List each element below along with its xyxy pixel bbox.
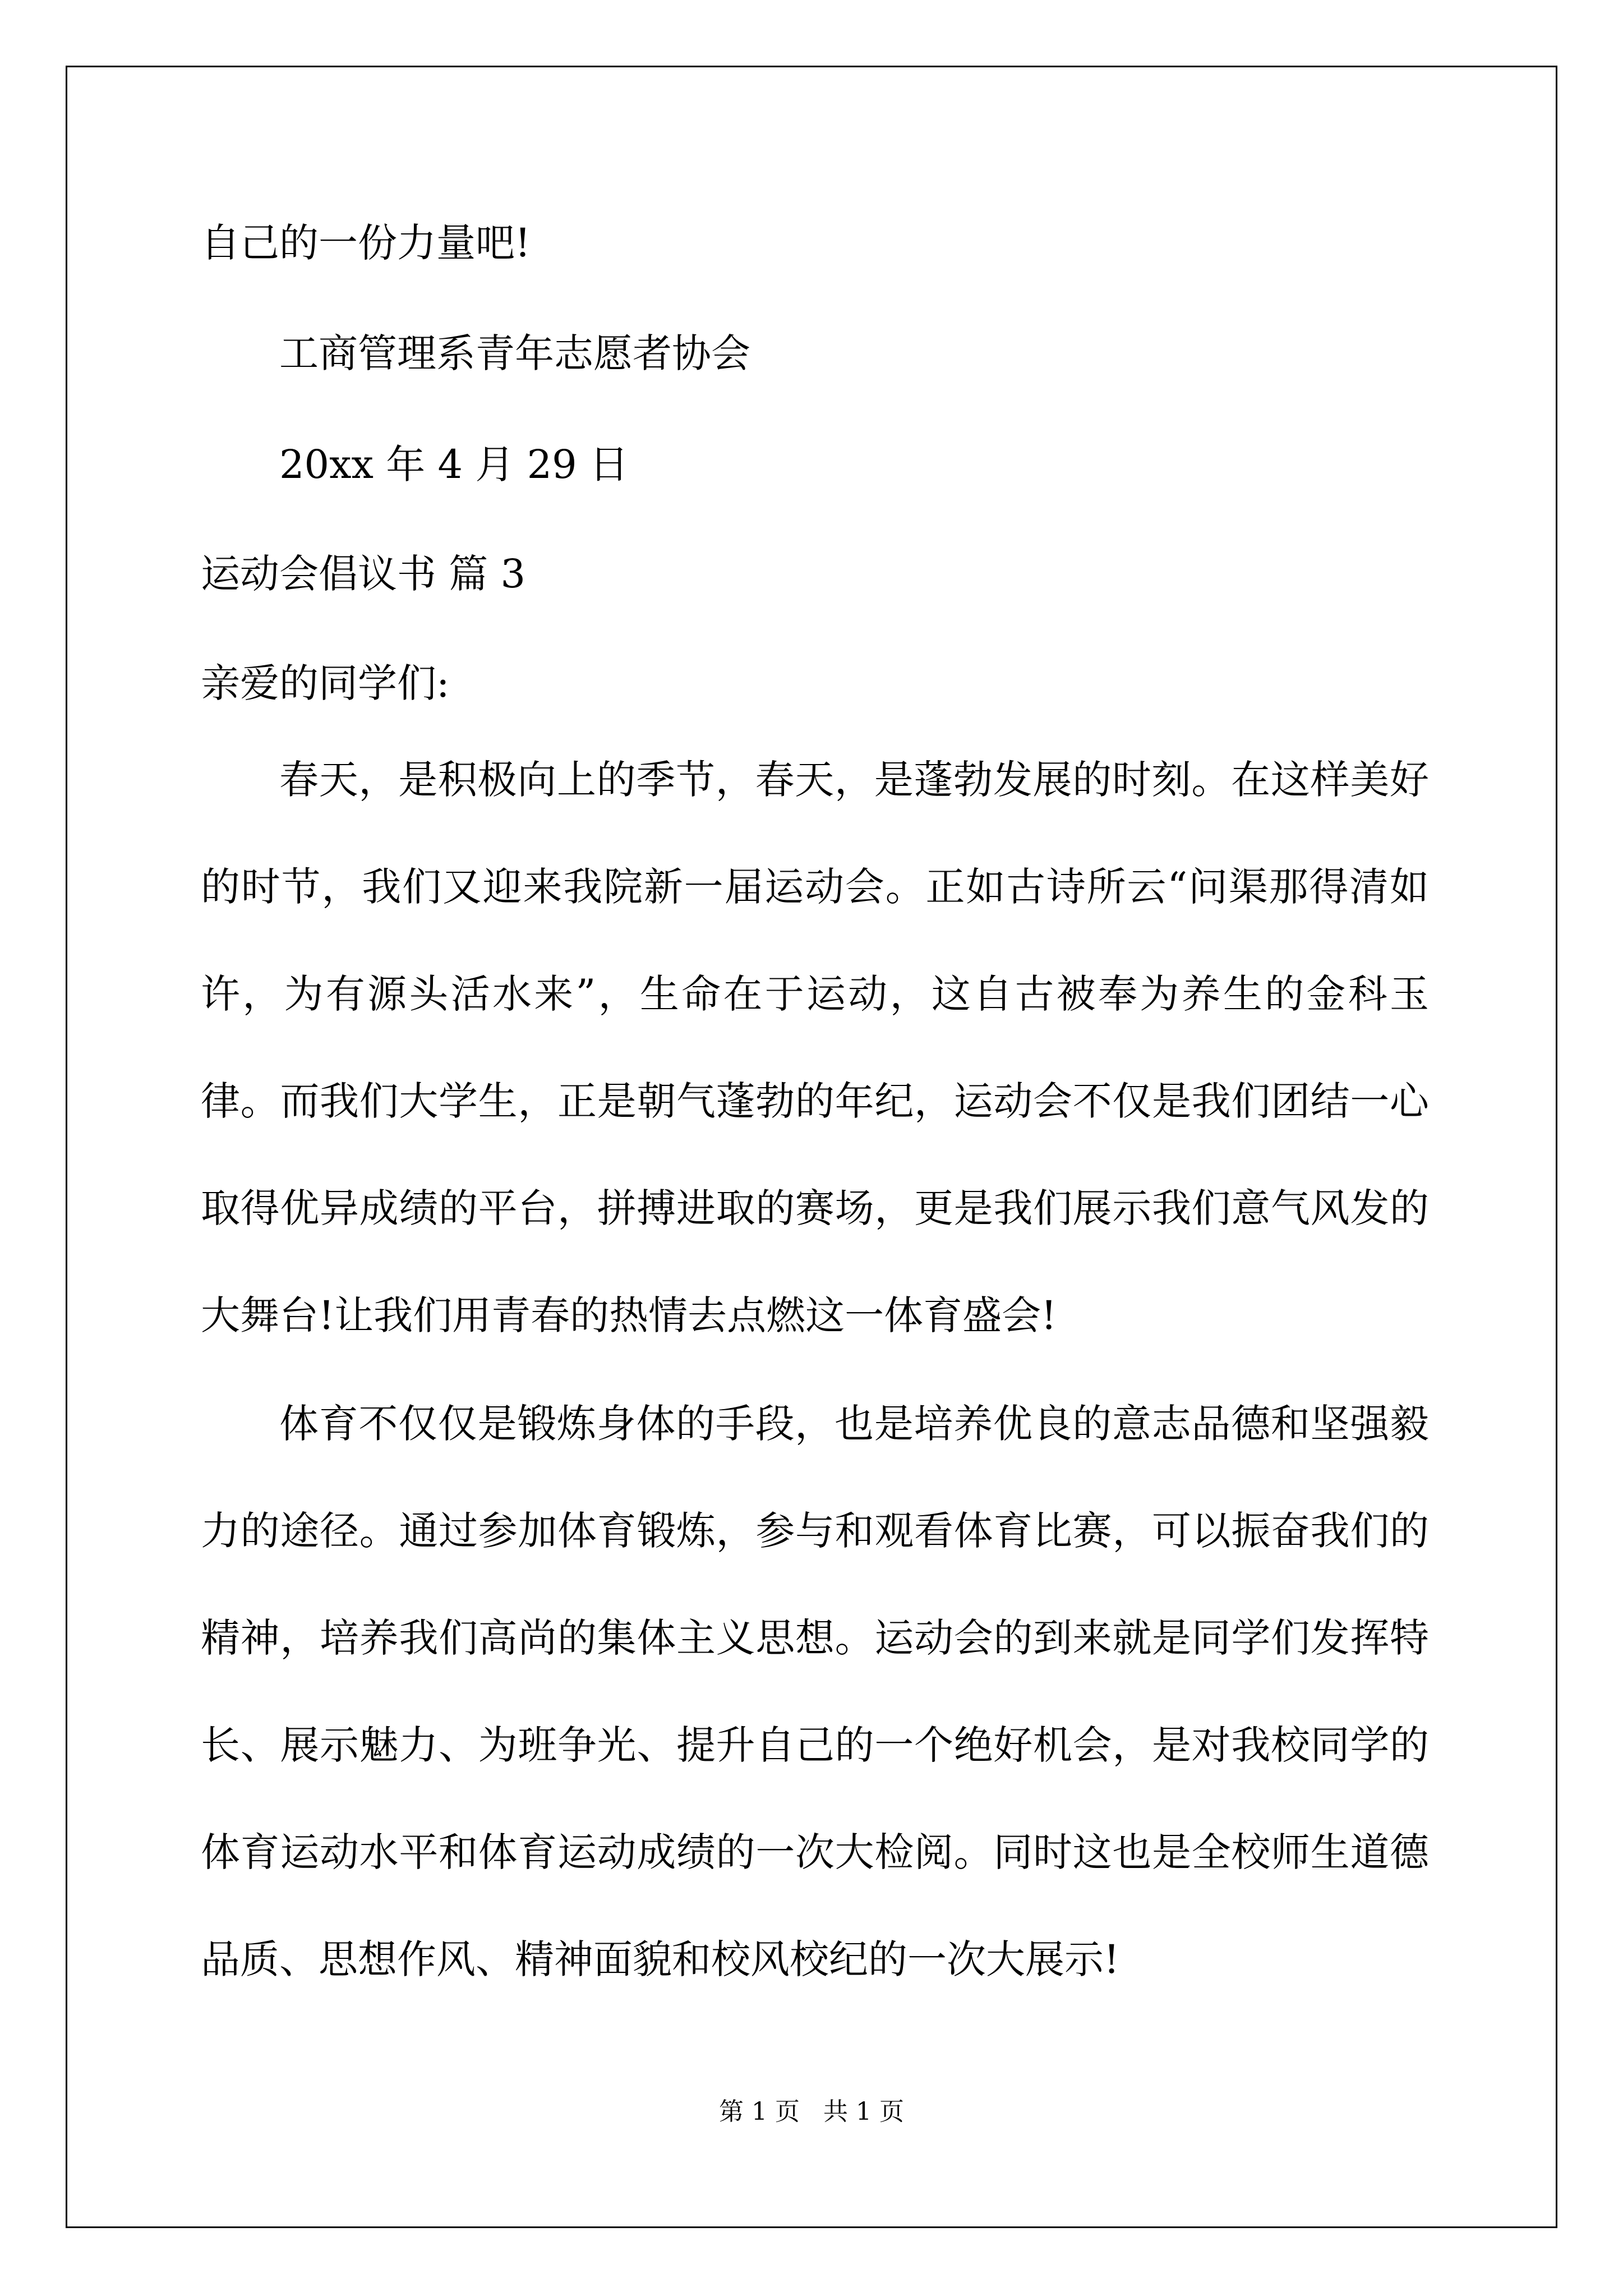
page-footer: 第 1 页 共 1 页 xyxy=(719,2097,904,2126)
section-title: 运动会倡议书 篇 3 xyxy=(201,551,526,597)
salutation: 亲爱的同学们: xyxy=(201,660,450,706)
signature-date: 20xx 年 4 月 29 日 xyxy=(279,441,629,487)
paragraph: 体育不仅仅是锻炼身体的手段，也是培养优良的意志品德和坚强毅力的途径。通过参加体育锻炼，参与和观看体育比赛，可以振奋我们的精神，培养我们高尚的集体主义思想。运动会的到来就是同学们发挥特长、展示魅力、为班争光、提升自己的一个绝好机会，是对我校同学的体育运动水平和体育运动成绩的一次大检阅。同时这也是全校师生道德品质、思想作风、精神面貌和校风校纪的一次大展示! xyxy=(201,1401,1429,1982)
signature-organization: 工商管理系青年志愿者协会 xyxy=(279,330,750,376)
closing-line: 自己的一份力量吧! xyxy=(201,220,531,266)
paragraph: 春天，是积极向上的季节，春天，是蓬勃发展的时刻。在这样美好的时节，我们又迎来我院新一届运动会。正如古诗所云“问渠那得清如许，为有源头活水来”，生命在于运动，这自古被奉为养生的金科玉律。而我们大学生，正是朝气蓬勃的年纪，运动会不仅是我们团结一心取得优异成绩的平台，拼搏进取的赛场，更是我们展示我们意气风发的大舞台!让我们用青春的热情去点燃这一体育盛会! xyxy=(201,757,1429,1338)
